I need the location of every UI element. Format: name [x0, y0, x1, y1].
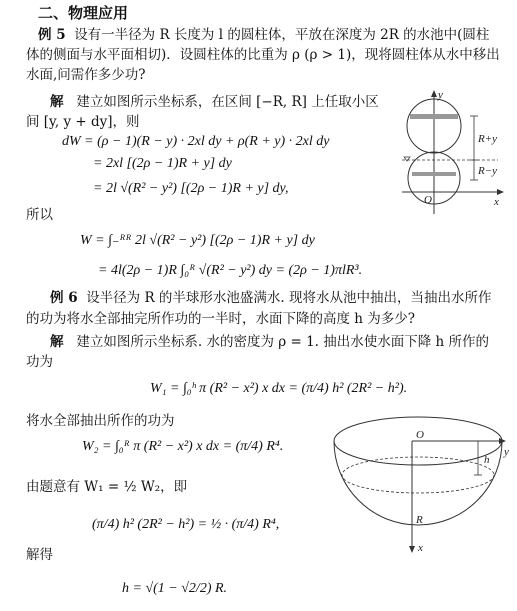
- example5-title: 例 5: [38, 27, 66, 43]
- figure1-y-arrow: [431, 90, 437, 97]
- example5-problem-line2: 体的侧面与水平面相切)．设圆柱体的比重为 ρ (ρ > 1)，现将圆柱体从水中移出: [26, 47, 500, 63]
- example5-problem-text1: 设有一半径为 R 长度为 l 的圆柱体，平放在深度为 2R 的水池中(圆柱: [74, 27, 490, 43]
- figure2-r-label: R: [416, 514, 423, 526]
- example6-text-given: 由题意有 W₁ = ½ W₂，即: [26, 479, 188, 495]
- figure1-lower-strip: [412, 172, 456, 176]
- example6-solution-line1: [50, 333, 489, 351]
- example6-solution-label: 解: [50, 334, 64, 350]
- figure2-x-arrow: [409, 546, 415, 553]
- example6-eq3: (π/4) h² (2R² − h²) = ½ · (π/4) R⁴,: [92, 517, 280, 532]
- figure2-y-arrow: [499, 438, 506, 444]
- figure2-water-surface: [342, 457, 494, 493]
- figure1-r-minus-y-label: R−y: [478, 165, 498, 177]
- section-title: 二、物理应用: [38, 4, 129, 22]
- figure2-x-label: x: [418, 542, 423, 554]
- figure1-x-label: x: [494, 196, 499, 208]
- figure2-y-label: y: [504, 446, 509, 458]
- example5-eq3: = 2l √(R² − y²) [(2ρ − 1)R + y] dy,: [93, 181, 289, 196]
- example6-eq1: W₁ = ∫₀ʰ π (R² − x²) x dx = (π/4) h² (2R² − h²).: [150, 381, 408, 396]
- example6-text-all: 将水全部抽出所作的功为: [26, 413, 175, 429]
- hemisphere-figure: [328, 405, 514, 555]
- figure1-y-label: y: [438, 89, 443, 101]
- figure1-r-plus-y-label: R+y: [478, 133, 498, 145]
- example5-eq1: dW = (ρ − 1)(R − y) · 2xl dy + ρ(R + y) · 2xl dy: [62, 134, 330, 149]
- figure1-o-label: O: [424, 194, 432, 206]
- cylinder-figure: [388, 88, 510, 216]
- example6-eq4: h = √(1 − √2/2) R.: [122, 581, 228, 596]
- example5-eq4: W = ∫₋ᴿᴿ 2l √(R² − y²) [(2ρ − 1)R + y] dy: [80, 233, 315, 248]
- figure2-o-label: O: [416, 429, 424, 441]
- figure1-x-arrow: [497, 189, 504, 195]
- example5-eq2: = 2xl [(2ρ − 1)R + y] dy: [93, 156, 232, 171]
- example6-solution-line2: 功为: [26, 354, 53, 370]
- example6-problem-line1: [50, 289, 492, 307]
- example5-therefore: 所以: [26, 207, 53, 223]
- figure1-upper-strip: [410, 114, 458, 119]
- example5-problem-line3: 水面,问需作多少功?: [26, 67, 146, 83]
- example5-solution-text1: 建立如图所示坐标系，在区间 [−R, R] 上任取小区: [76, 94, 379, 110]
- example5-eq5: = 4l(2ρ − 1)R ∫₀ᴿ √(R² − y²) dy = (2ρ − 1)πlR³.: [98, 263, 363, 278]
- example6-problem-line2: 的功为将水全部抽完所作功的一半时，水面下降的高度 h 为多少?: [26, 311, 416, 327]
- example6-solution-text1: 建立如图所示坐标系. 水的密度为 ρ = 1. 抽出水使水面下降 h 所作的: [76, 334, 490, 350]
- figure2-hemisphere-outline: [334, 441, 502, 525]
- example5-solution-label: 解: [50, 94, 64, 110]
- example5-solution-line2: 间 [y, y + dy]，则: [26, 114, 140, 130]
- example6-solve-label: 解得: [26, 547, 53, 563]
- figure2-h-label: h: [484, 454, 490, 466]
- example6-problem-text1: 设半径为 R 的半球形水池盛满水. 现将水从池中抽出，当抽出水所作: [86, 290, 492, 306]
- example5-problem-line1: [38, 26, 489, 44]
- example5-solution-line1: [50, 93, 379, 111]
- example6-title: 例 6: [50, 290, 78, 306]
- example6-eq2: W₂ = ∫₀ᴿ π (R² − x²) x dx = (π/4) R⁴.: [82, 439, 284, 454]
